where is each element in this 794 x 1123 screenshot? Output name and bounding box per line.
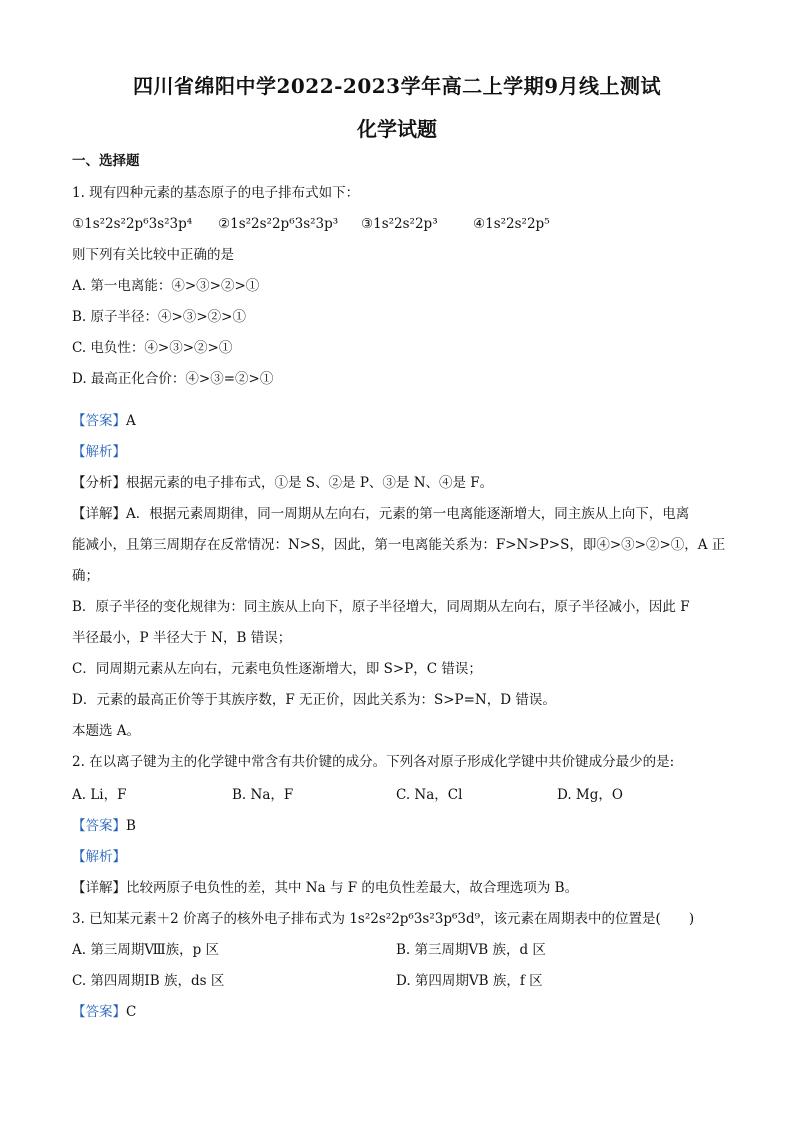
page-subtitle: 化学试题 xyxy=(357,117,437,141)
q3-option-b: B. 第三周期ⅤB 族，d 区 xyxy=(396,942,546,958)
q1-option-b: B. 原子半径：④>③>②>① xyxy=(72,309,246,325)
q1-detail-line-6: C．同周期元素从左向右，元素电负性逐渐增大，即 S>P，C 错误； xyxy=(72,661,482,677)
q3-answer xyxy=(72,1003,136,1021)
q2-option-c: C. Na，Cl xyxy=(396,787,463,803)
q1-config-4: ④1s²2s²2p⁵ xyxy=(473,216,550,232)
answer-value: A xyxy=(126,413,136,429)
detail-text: 比较两原子电负性的差，其中 Na 与 F 的电负性差最大，故合理选项为 B。 xyxy=(126,880,579,896)
q2-answer xyxy=(72,817,136,835)
q1-option-c: C. 电负性：④>③>②>① xyxy=(72,340,233,356)
answer-tag: 【答案】 xyxy=(72,1004,126,1020)
q3-stem xyxy=(72,910,694,928)
fenxi-text: 根据元素的电子排布式，①是 S、②是 P、③是 N、④是 F。 xyxy=(126,475,494,491)
q1-stem: 1. 现有四种元素的基态原子的电子排布式如下： xyxy=(72,185,360,201)
q3-stem-close: ) xyxy=(688,911,695,927)
section-heading: 一、选择题 xyxy=(72,153,140,169)
page-title: 四川省绵阳中学2022-2023学年高二上学期9月线上测试 xyxy=(132,74,662,98)
q1-fenxi xyxy=(72,474,493,492)
q1-analysis-tag: 【解析】 xyxy=(72,444,126,460)
q1-config-2: ②1s²2s²2p⁶3s²3p³ xyxy=(218,216,339,232)
q2-analysis-tag: 【解析】 xyxy=(72,849,126,865)
q2-option-d: D. Mg，O xyxy=(557,787,623,803)
answer-tag: 【答案】 xyxy=(72,818,126,834)
q1-config-1: ①1s²2s²2p⁶3s²3p⁴ xyxy=(72,216,193,232)
q3-option-a: A. 第三周期Ⅷ族，p 区 xyxy=(72,942,220,958)
detail-tag: 【详解】 xyxy=(72,506,126,522)
q1-detail-line-3: 确； xyxy=(72,568,99,584)
q2-detail xyxy=(72,879,578,897)
q1-detail-line-5: 半径最小，P 半径大于 N，B 错误； xyxy=(72,630,292,646)
q1-option-d: D. 最高正化合价：④>③=②>① xyxy=(72,371,274,387)
q2-option-a: A. Li，F xyxy=(72,787,127,803)
q1-answer xyxy=(72,412,136,430)
answer-tag: 【答案】 xyxy=(72,413,126,429)
q3-option-c: C. 第四周期ⅠB 族，ds 区 xyxy=(72,973,225,989)
q2-stem: 2. 在以离子键为主的化学键中常含有共价键的成分。下列各对原子形成化学键中共价键成分最少的是: xyxy=(72,754,675,770)
q1-detail-line-2: 能减小，且第三周期存在反常情况：N>S，因此，第一电离能关系为：F>N>P>S，即④>③>②>①，A 正 xyxy=(72,537,726,553)
q1-detail-line-4: B．原子半径的变化规律为：同主族从上向下，原子半径增大，同周期从左向右，原子半径减小，因此 F xyxy=(72,599,690,615)
answer-value: C xyxy=(126,1004,137,1020)
q1-conclusion: 本题选 A。 xyxy=(72,723,141,739)
q2-option-b: B. Na，F xyxy=(232,787,294,803)
q1-config-3: ③1s²2s²2p³ xyxy=(361,216,438,232)
q1-detail-line-7: D．元素的最高正价等于其族序数，F 无正价，因此关系为：S>P=N，D 错误。 xyxy=(72,692,556,708)
answer-value: B xyxy=(126,818,136,834)
detail-tag: 【详解】 xyxy=(72,880,126,896)
q1-option-a: A. 第一电离能：④>③>②>① xyxy=(72,278,260,294)
q1-detail-line-1 xyxy=(72,505,689,523)
q3-stem-text: 3. 已知某元素＋2 价离子的核外电子排布式为 1s²2s²2p⁶3s²3p⁶3d⁹，该元素在周期表中的位置是( xyxy=(72,911,661,927)
detail-text: A．根据元素周期律，同一周期从左向右，元素的第一电离能逐渐增大，同主族从上向下，电离 xyxy=(126,506,690,522)
q3-option-d: D. 第四周期ⅤB 族，f 区 xyxy=(396,973,543,989)
fenxi-tag: 【分析】 xyxy=(72,475,126,491)
q1-prompt: 则下列有关比较中正确的是 xyxy=(72,247,234,263)
